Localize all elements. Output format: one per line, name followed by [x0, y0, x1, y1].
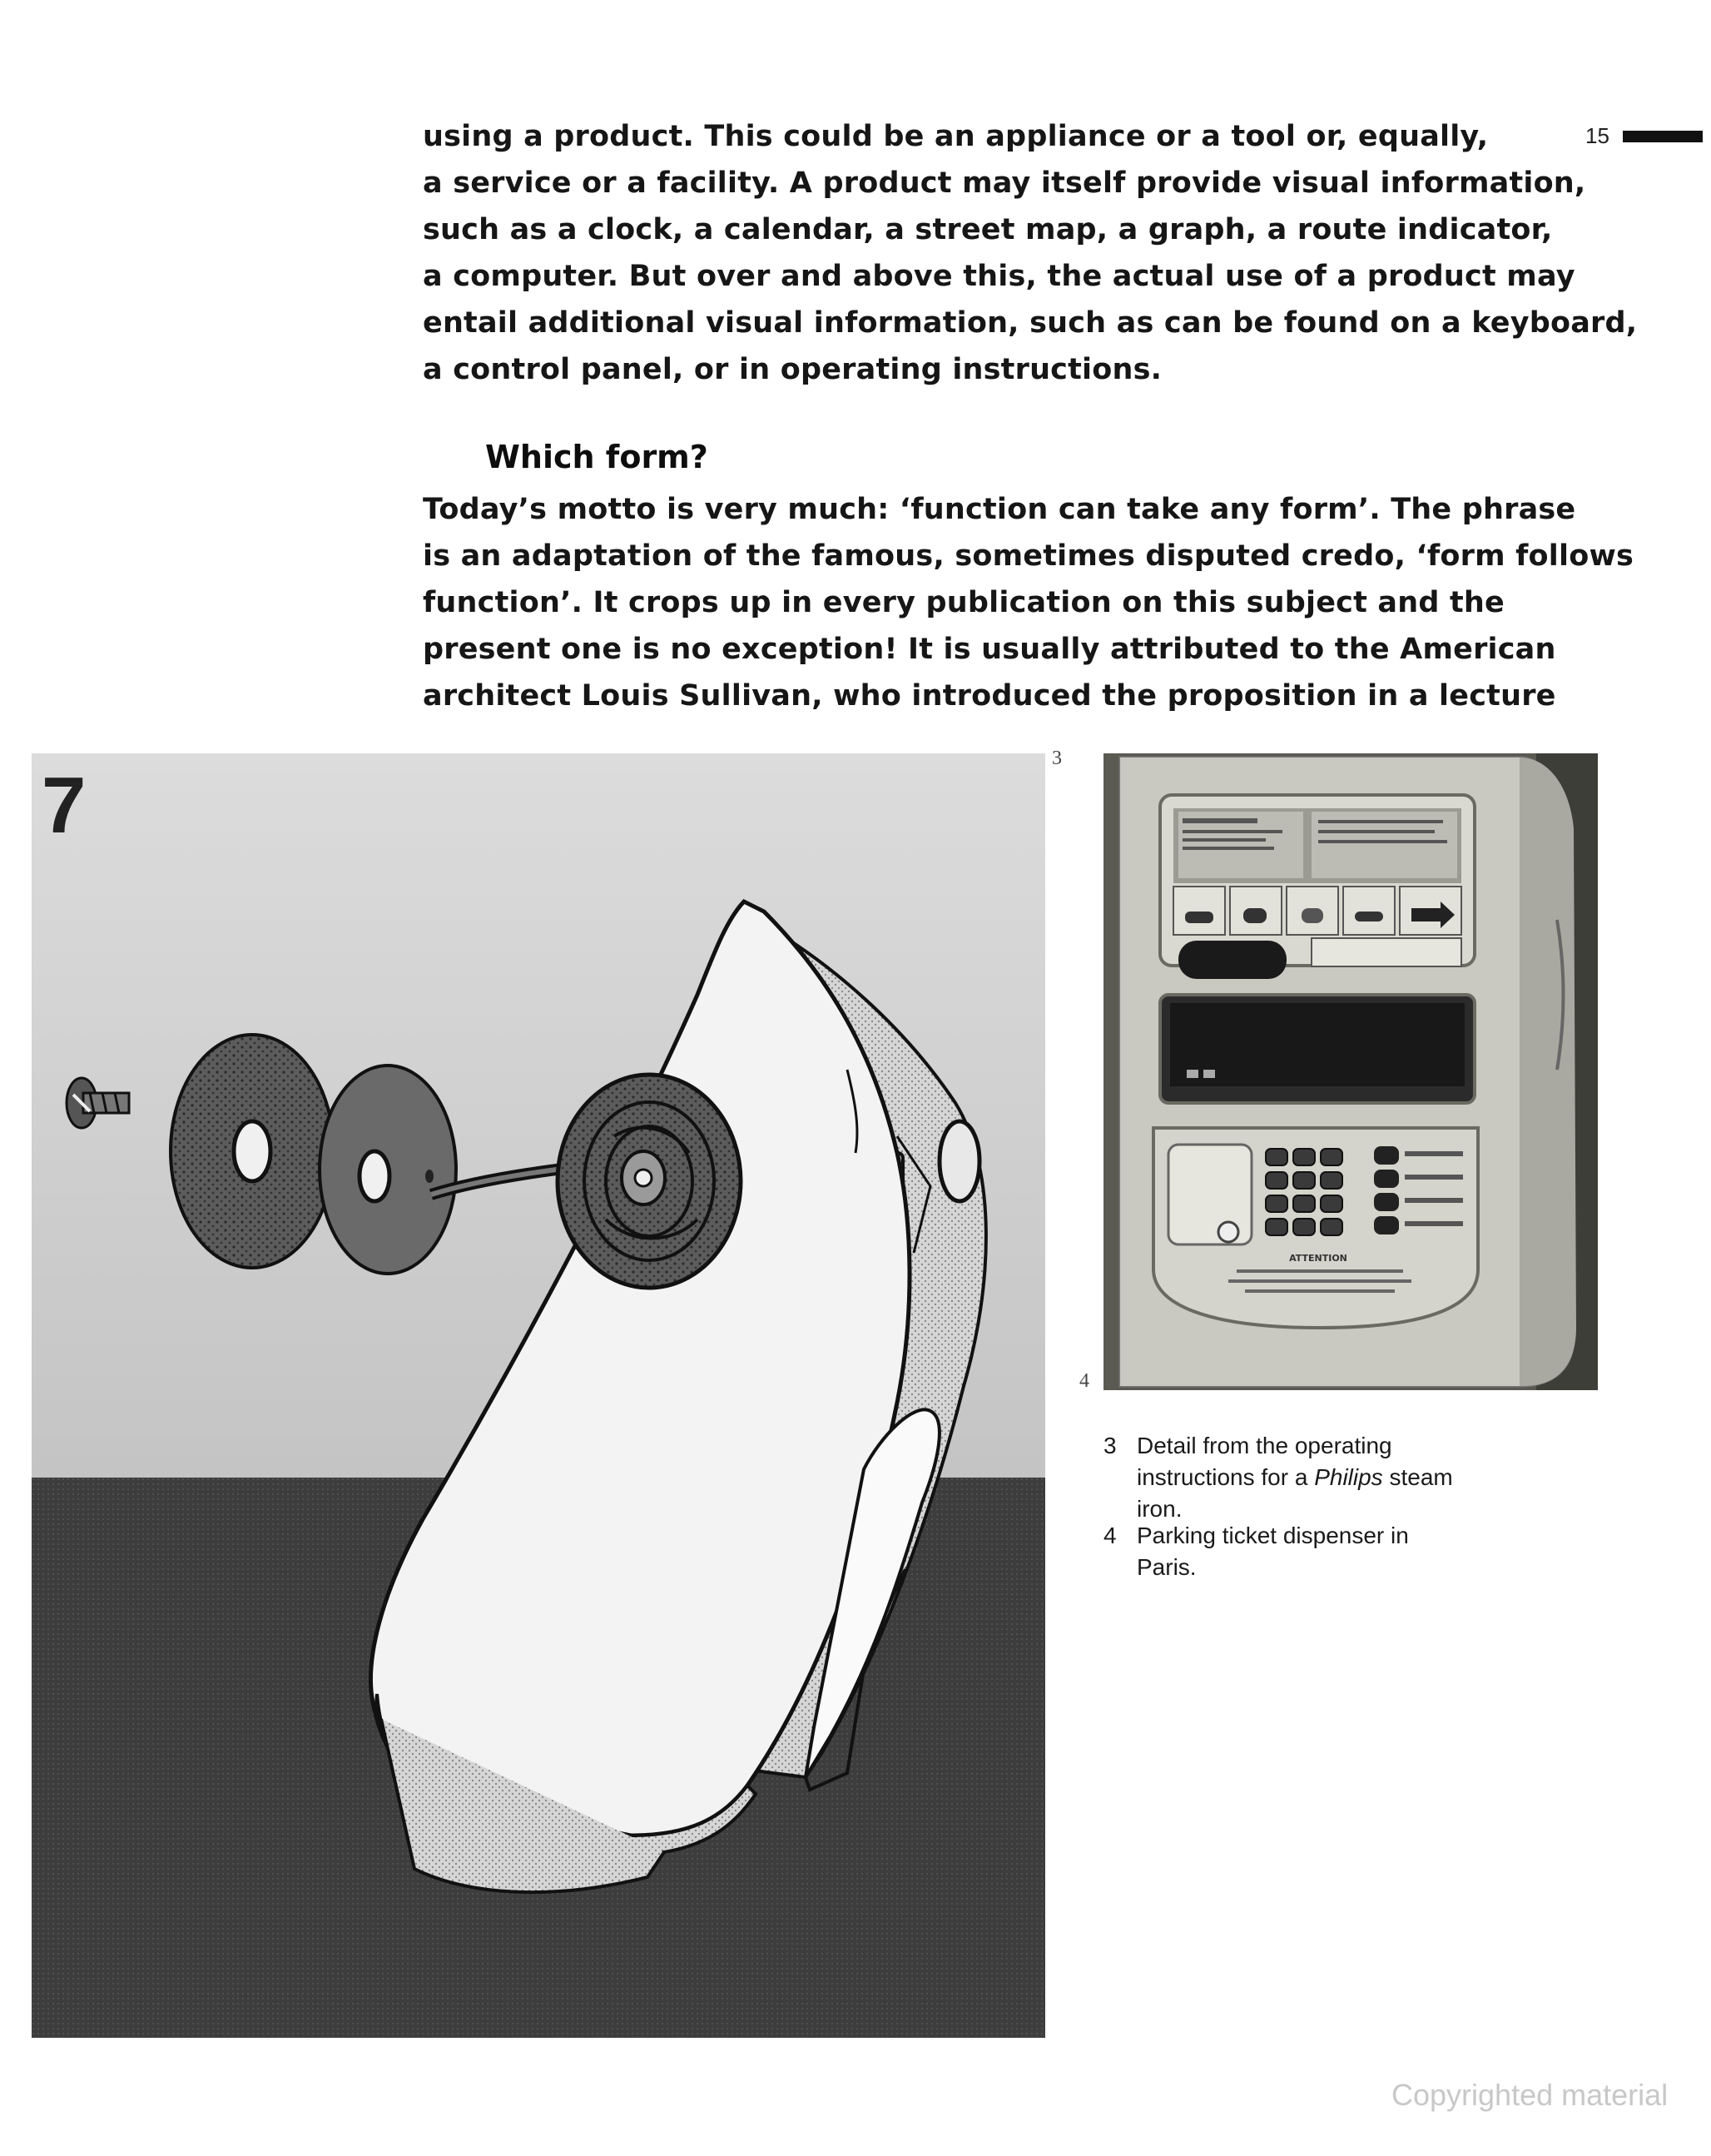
figure-number-4: 4 — [1079, 1370, 1089, 1392]
text-line: entail additional visual information, such as can be found on a keyboard, — [423, 306, 1638, 340]
caption-number: 4 — [1103, 1523, 1117, 1548]
caption-text-part: Detail from the operating instructions for a — [1137, 1433, 1392, 1490]
page-number-bar — [1623, 131, 1703, 142]
caption-4 — [1103, 1520, 1453, 1583]
paragraph-which-form — [423, 486, 1634, 719]
copyright-watermark: Copyrighted material — [1391, 2078, 1669, 2112]
filter-disc — [171, 1035, 334, 1268]
caption-brand: Philips — [1314, 1464, 1383, 1490]
text-line: a service or a facility. A product may itself provide visual information, — [423, 166, 1586, 200]
iron-handle-hole — [940, 1121, 979, 1201]
text-line: such as a clock, a calendar, a street map, a graph, a route indicator, — [423, 213, 1553, 246]
steam-iron-illustration — [32, 753, 1045, 2038]
text-line: architect Louis Sullivan, who introduced the proposition in a lecture — [423, 679, 1556, 713]
text-line: present one is no exception! It is usually attributed to the American — [423, 633, 1556, 666]
text-line: using a product. This could be an appliance or a tool or, equally, — [423, 120, 1489, 153]
caption-number: 3 — [1103, 1433, 1117, 1458]
text-line: function’. It crops up in every publication on this subject and the — [423, 586, 1505, 619]
caption-text — [1137, 1430, 1453, 1525]
figure-number-3: 3 — [1052, 748, 1062, 769]
iron-nozzle — [558, 1075, 741, 1288]
step-number: 7 — [42, 761, 87, 850]
caption-text: Parking ticket dispenser in Paris. — [1137, 1523, 1409, 1580]
caption-text-part: steam iron. — [1137, 1464, 1453, 1522]
washer-disc — [320, 1066, 456, 1274]
text-line: a computer. But over and above this, the actual use of a product may — [423, 260, 1575, 293]
text-line: is an adaptation of the famous, sometimes disputed credo, ‘form follows — [423, 539, 1634, 573]
page-number: 15 — [1585, 123, 1609, 148]
section-heading: Which form? — [485, 439, 708, 475]
text-line: a control panel, or in operating instructions. — [423, 353, 1163, 386]
caption-3 — [1103, 1430, 1453, 1525]
dispenser-icon-row — [1173, 887, 1461, 935]
text-line: Today’s motto is very much: ‘function can take any form’. The phrase — [423, 493, 1576, 526]
parking-ticket-dispenser-photo — [1103, 753, 1598, 1390]
dispenser-attention-label: ATTENTION — [1289, 1253, 1347, 1264]
